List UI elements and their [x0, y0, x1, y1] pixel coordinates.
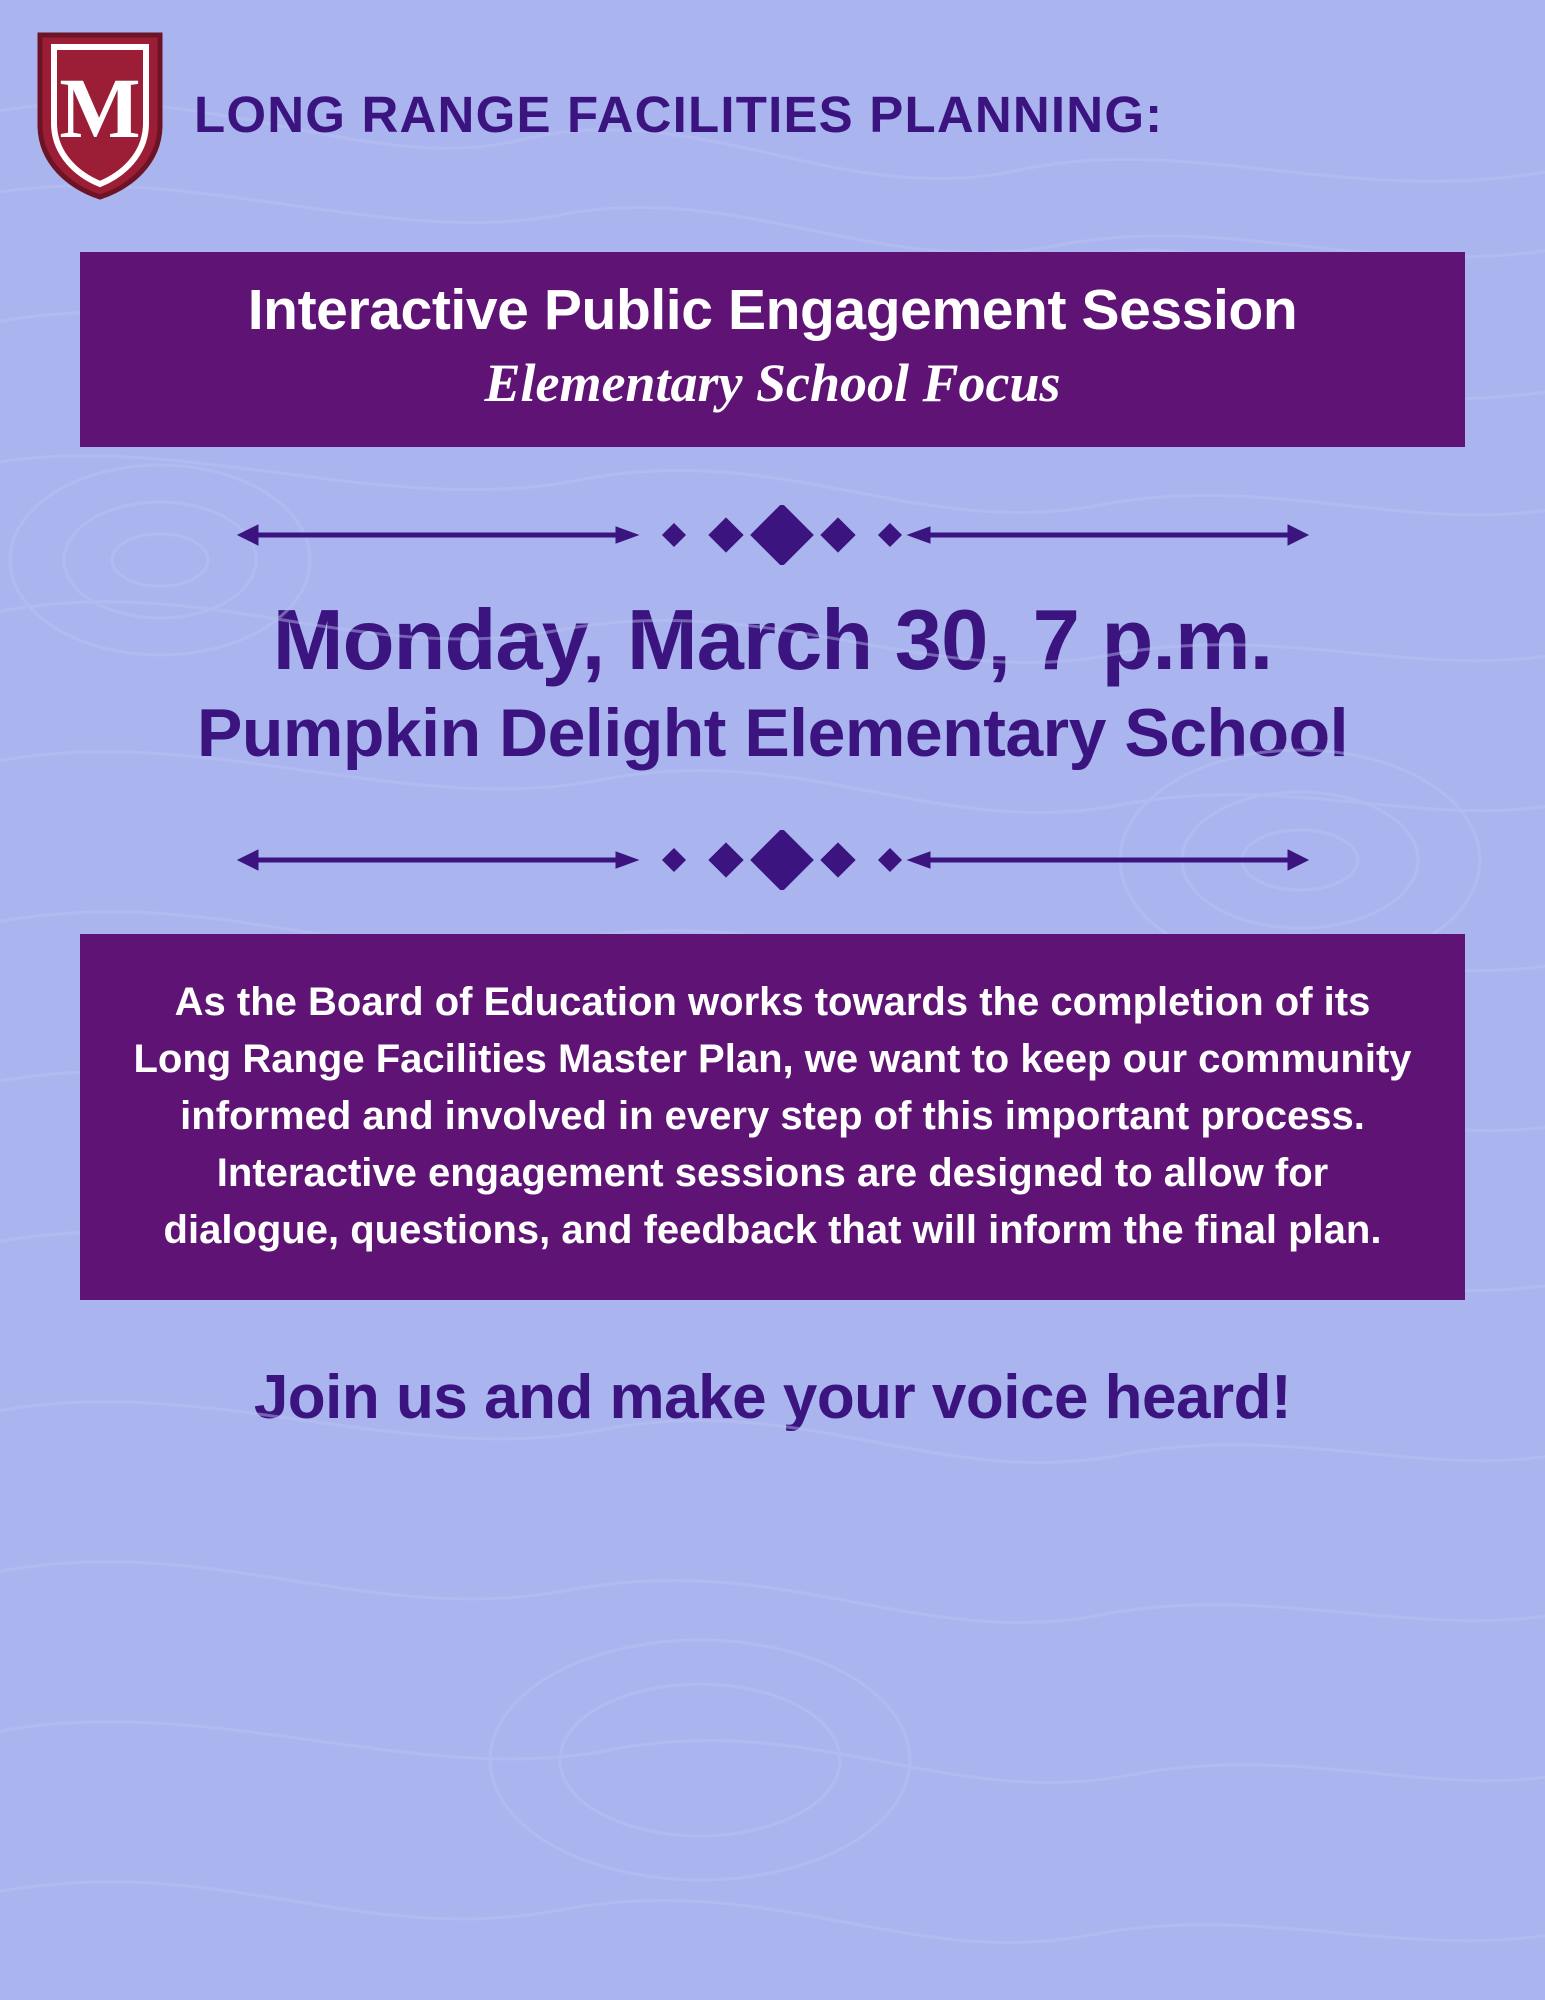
- svg-text:M: M: [59, 60, 141, 156]
- divider-ornament-bottom: [0, 830, 1545, 890]
- description-block: As the Board of Education works towards the completion of its Long Range Facilities Master Plan, we want to keep our community informed and involved in every step of this important process. Interactive engagement sessions are designed to allow for dialogue, questions, and feedback that will inform the final plan.: [80, 934, 1465, 1300]
- poster-header: [0, 0, 1545, 200]
- event-date: Monday, March 30, 7 p.m.: [272, 592, 1273, 688]
- call-to-action: Join us and make your voice heard!: [253, 1363, 1292, 1433]
- event-details: [0, 593, 1545, 772]
- divider-ornament-top: [0, 505, 1545, 565]
- session-subtitle: Elementary School Focus: [484, 352, 1061, 413]
- session-title: Interactive Public Engagement Session: [247, 278, 1298, 342]
- event-location: Pumpkin Delight Elementary School: [196, 695, 1349, 772]
- school-crest-icon: [34, 29, 166, 201]
- page-title: LONG RANGE FACILITIES PLANNING:: [194, 85, 1164, 143]
- session-banner: [80, 252, 1465, 447]
